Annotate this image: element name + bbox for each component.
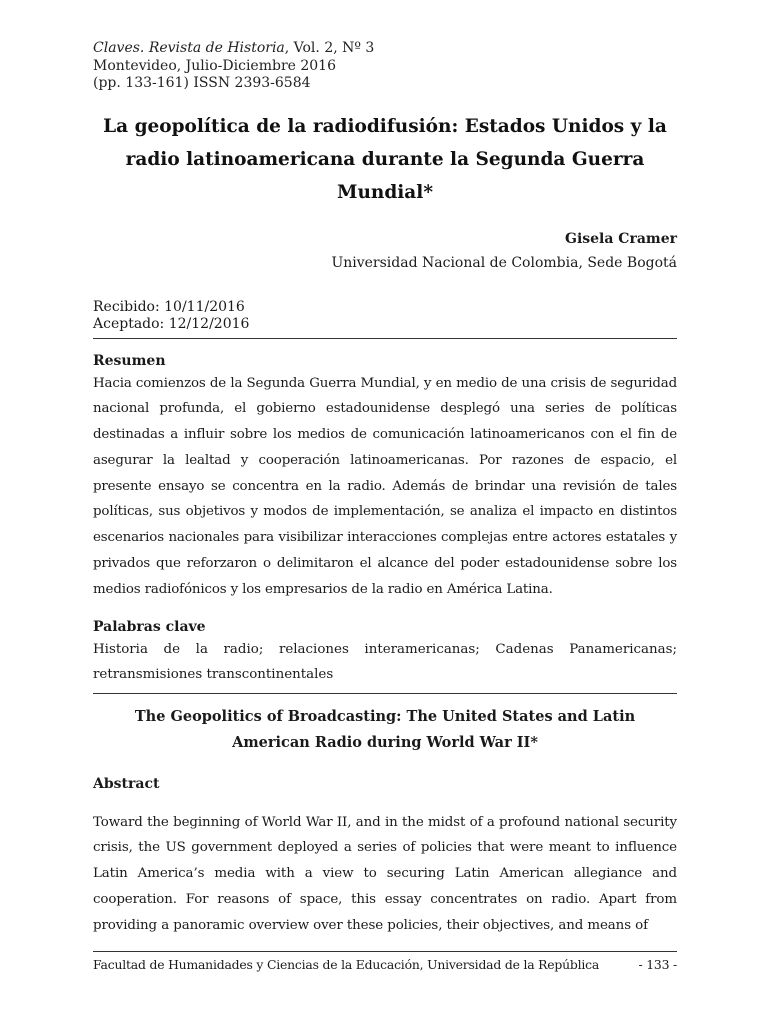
- english-title: The Geopolitics of Broadcasting: The United States and Latin American Radio during World War II*: [134, 707, 636, 751]
- journal-place-date: Montevideo, Julio-Diciembre 2016: [93, 57, 336, 74]
- author-name: Gisela Cramer: [564, 230, 677, 247]
- article-title: La geopolítica de la radiodifusión: Estados Unidos y la radio latinoamericana durante la Segunda Guerra Mundial*: [103, 115, 667, 203]
- page-number: - 133 -: [638, 957, 677, 972]
- resumen-heading: Resumen: [93, 352, 166, 369]
- resumen-text: Hacia comienzos de la Segunda Guerra Mundial, y en medio de una crisis de seguridad nacional profunda, el gobierno estadounidense desplegó una series de políticas destinadas a influir sobre los medios de comunicación latinoamericanos con el fin de asegurar la lealtad y cooperación latinoamericanas. Por razones de espacio, el presente ensayo se concentra en la radio. Además de brindar una revisión de tales políticas, sus objetivos y modos de implementación, se analiza el impacto en distintos escenarios nacionales para visibilizar interacciones complejas entre actores estatales y privados que reforzaron o delimitaron el alcance del poder estadounidense sobre los medios radiofónicos y los empresarios de la radio en América Latina.: [93, 375, 677, 597]
- journal-volume: , Vol. 2, Nº 3: [284, 40, 375, 56]
- keywords-heading: Palabras clave: [93, 618, 206, 635]
- keywords-text: Historia de la radio; relaciones interamericanas; Cadenas Panamericanas; retransmisiones transcontinentales: [93, 637, 677, 694]
- page-footer: [93, 951, 677, 974]
- accepted-date: Aceptado: 12/12/2016: [93, 316, 250, 332]
- abstract-heading: Abstract: [93, 775, 160, 792]
- article-page: [93, 40, 677, 939]
- journal-citation-line: [93, 40, 677, 58]
- journal-header: [93, 40, 677, 93]
- submission-dates: [93, 299, 677, 339]
- author-block: [93, 227, 677, 275]
- received-date: Recibido: 10/11/2016: [93, 298, 245, 315]
- author-affiliation: Universidad Nacional de Colombia, Sede Bogotá: [331, 254, 677, 271]
- journal-name: Claves. Revista de Historia: [93, 40, 285, 56]
- journal-pages-issn: (pp. 133-161) ISSN 2393-6584: [93, 75, 311, 91]
- abstract-text: Toward the beginning of World War II, and in the midst of a profound national security crisis, the US government deployed a series of policies that were meant to influence Latin America’s media with a view to securing Latin American allegiance and cooperation. For reasons of space, this essay concentrates on radio. Apart from providing a panoramic overview over these policies, their objectives, and means of: [93, 814, 677, 933]
- footer-institution: Facultad de Humanidades y Ciencias de la Educación, Universidad de la República: [93, 957, 600, 972]
